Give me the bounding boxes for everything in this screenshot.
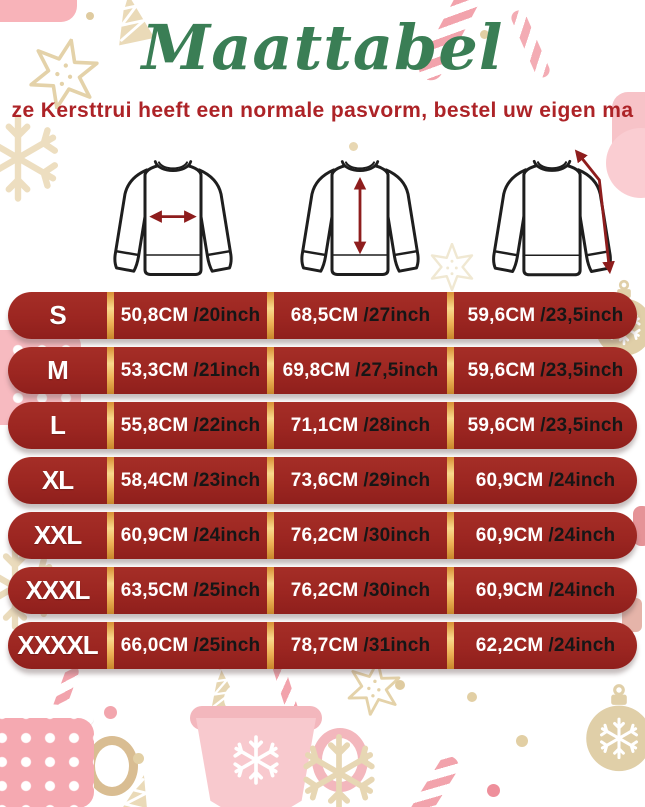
confetti-dot xyxy=(104,706,117,719)
gold-divider xyxy=(447,402,454,449)
gold-divider xyxy=(107,512,114,559)
snowflake-icon xyxy=(230,734,282,786)
length-inch: /27,5inch xyxy=(355,359,439,381)
gold-divider xyxy=(447,512,454,559)
sleeve-cm: 62,2CM xyxy=(475,634,544,656)
chest-cm: 66,0CM xyxy=(120,634,189,656)
sleeve-cm: 60,9CM xyxy=(475,579,544,601)
ornament-icon xyxy=(580,682,645,776)
gold-divider xyxy=(107,347,114,394)
size-label: M xyxy=(47,355,68,385)
chest-inch: /25inch xyxy=(193,634,261,656)
length-cm: 78,7CM xyxy=(290,634,359,656)
confetti-dot xyxy=(467,692,477,702)
chest-cm: 50,8CM xyxy=(120,304,189,326)
size-row-s xyxy=(8,292,637,339)
snowflake-icon xyxy=(0,112,64,204)
page-title: Maattabel xyxy=(141,11,504,84)
cocoa-mug-icon xyxy=(0,678,124,807)
gold-divider xyxy=(447,622,454,669)
chest-inch: /25inch xyxy=(193,579,261,601)
gold-divider xyxy=(267,567,274,614)
confetti-dot xyxy=(487,784,500,797)
gold-divider xyxy=(447,292,454,339)
chest-cm: 60,9CM xyxy=(120,524,189,546)
fit-note: ze Kersttrui heeft een normale pasvorm, bestel uw eigen ma xyxy=(11,99,634,122)
sleeve-inch: /24inch xyxy=(548,579,616,601)
sleeve-cm: 59,6CM xyxy=(467,359,536,381)
confetti-dot xyxy=(516,735,528,747)
mug-body xyxy=(0,718,94,807)
sleeve-inch: /23,5inch xyxy=(540,359,624,381)
length-cm: 76,2CM xyxy=(290,524,359,546)
size-label: XL xyxy=(41,465,74,495)
sleeve-cm: 59,6CM xyxy=(467,414,536,436)
gold-divider xyxy=(107,622,114,669)
chest-inch: /20inch xyxy=(193,304,261,326)
size-row-xl xyxy=(8,457,637,504)
length-cm: 76,2CM xyxy=(290,579,359,601)
gold-divider xyxy=(107,402,114,449)
sleeve-inch: /23,5inch xyxy=(540,414,624,436)
length-cm: 73,6CM xyxy=(290,469,359,491)
sleeve-inch: /24inch xyxy=(548,634,616,656)
chest-cm: 63,5CM xyxy=(120,579,189,601)
length-inch: /30inch xyxy=(363,579,431,601)
size-label: XXXXL xyxy=(17,630,98,660)
length-inch: /29inch xyxy=(363,469,431,491)
length-inch: /30inch xyxy=(363,524,431,546)
size-label: L xyxy=(50,410,65,440)
sleeve-inch: /23,5inch xyxy=(540,304,624,326)
gold-divider xyxy=(107,567,114,614)
confetti-dot xyxy=(133,753,144,764)
size-row-m xyxy=(8,347,637,394)
sleeve-cm: 60,9CM xyxy=(475,469,544,491)
gold-divider xyxy=(267,347,274,394)
length-cm: 69,8CM xyxy=(282,359,351,381)
chest-inch: /23inch xyxy=(193,469,261,491)
candy-cane-icon xyxy=(406,752,463,807)
size-label: XXXL xyxy=(25,575,90,605)
size-row-xxxl xyxy=(8,567,637,614)
sleeve-inch: /24inch xyxy=(548,469,616,491)
gold-divider xyxy=(447,567,454,614)
size-row-xxl xyxy=(8,512,637,559)
length-inch: /27inch xyxy=(363,304,431,326)
gold-divider xyxy=(447,347,454,394)
sleeve-cm: 59,6CM xyxy=(467,304,536,326)
confetti-dot xyxy=(395,680,405,690)
chest-cm: 53,3CM xyxy=(120,359,189,381)
sleeve-length-diagram xyxy=(477,136,627,286)
gold-divider xyxy=(267,292,274,339)
gold-divider xyxy=(447,457,454,504)
gold-divider xyxy=(267,622,274,669)
chest-cm: 58,4CM xyxy=(120,469,189,491)
sleeve-cm: 60,9CM xyxy=(475,524,544,546)
snowflake-icon xyxy=(298,732,380,807)
gold-divider xyxy=(267,402,274,449)
chest-inch: /24inch xyxy=(193,524,261,546)
gold-divider xyxy=(107,457,114,504)
chest-inch: /22inch xyxy=(193,414,261,436)
chest-inch: /21inch xyxy=(193,359,261,381)
size-label: XXL xyxy=(33,520,82,550)
gold-divider xyxy=(267,457,274,504)
length-inch: /31inch xyxy=(363,634,431,656)
size-label: S xyxy=(49,300,66,330)
size-row-l xyxy=(8,402,637,449)
length-inch: /28inch xyxy=(363,414,431,436)
body-length-diagram xyxy=(290,136,430,286)
chest-cm: 55,8CM xyxy=(120,414,189,436)
size-row-xxxxl xyxy=(8,622,637,669)
measurement-diagrams xyxy=(103,136,627,292)
length-cm: 71,1CM xyxy=(290,414,359,436)
size-table xyxy=(8,292,637,677)
gold-divider xyxy=(267,512,274,559)
chest-width-diagram xyxy=(103,136,243,286)
gold-divider xyxy=(107,292,114,339)
length-cm: 68,5CM xyxy=(290,304,359,326)
sleeve-inch: /24inch xyxy=(548,524,616,546)
